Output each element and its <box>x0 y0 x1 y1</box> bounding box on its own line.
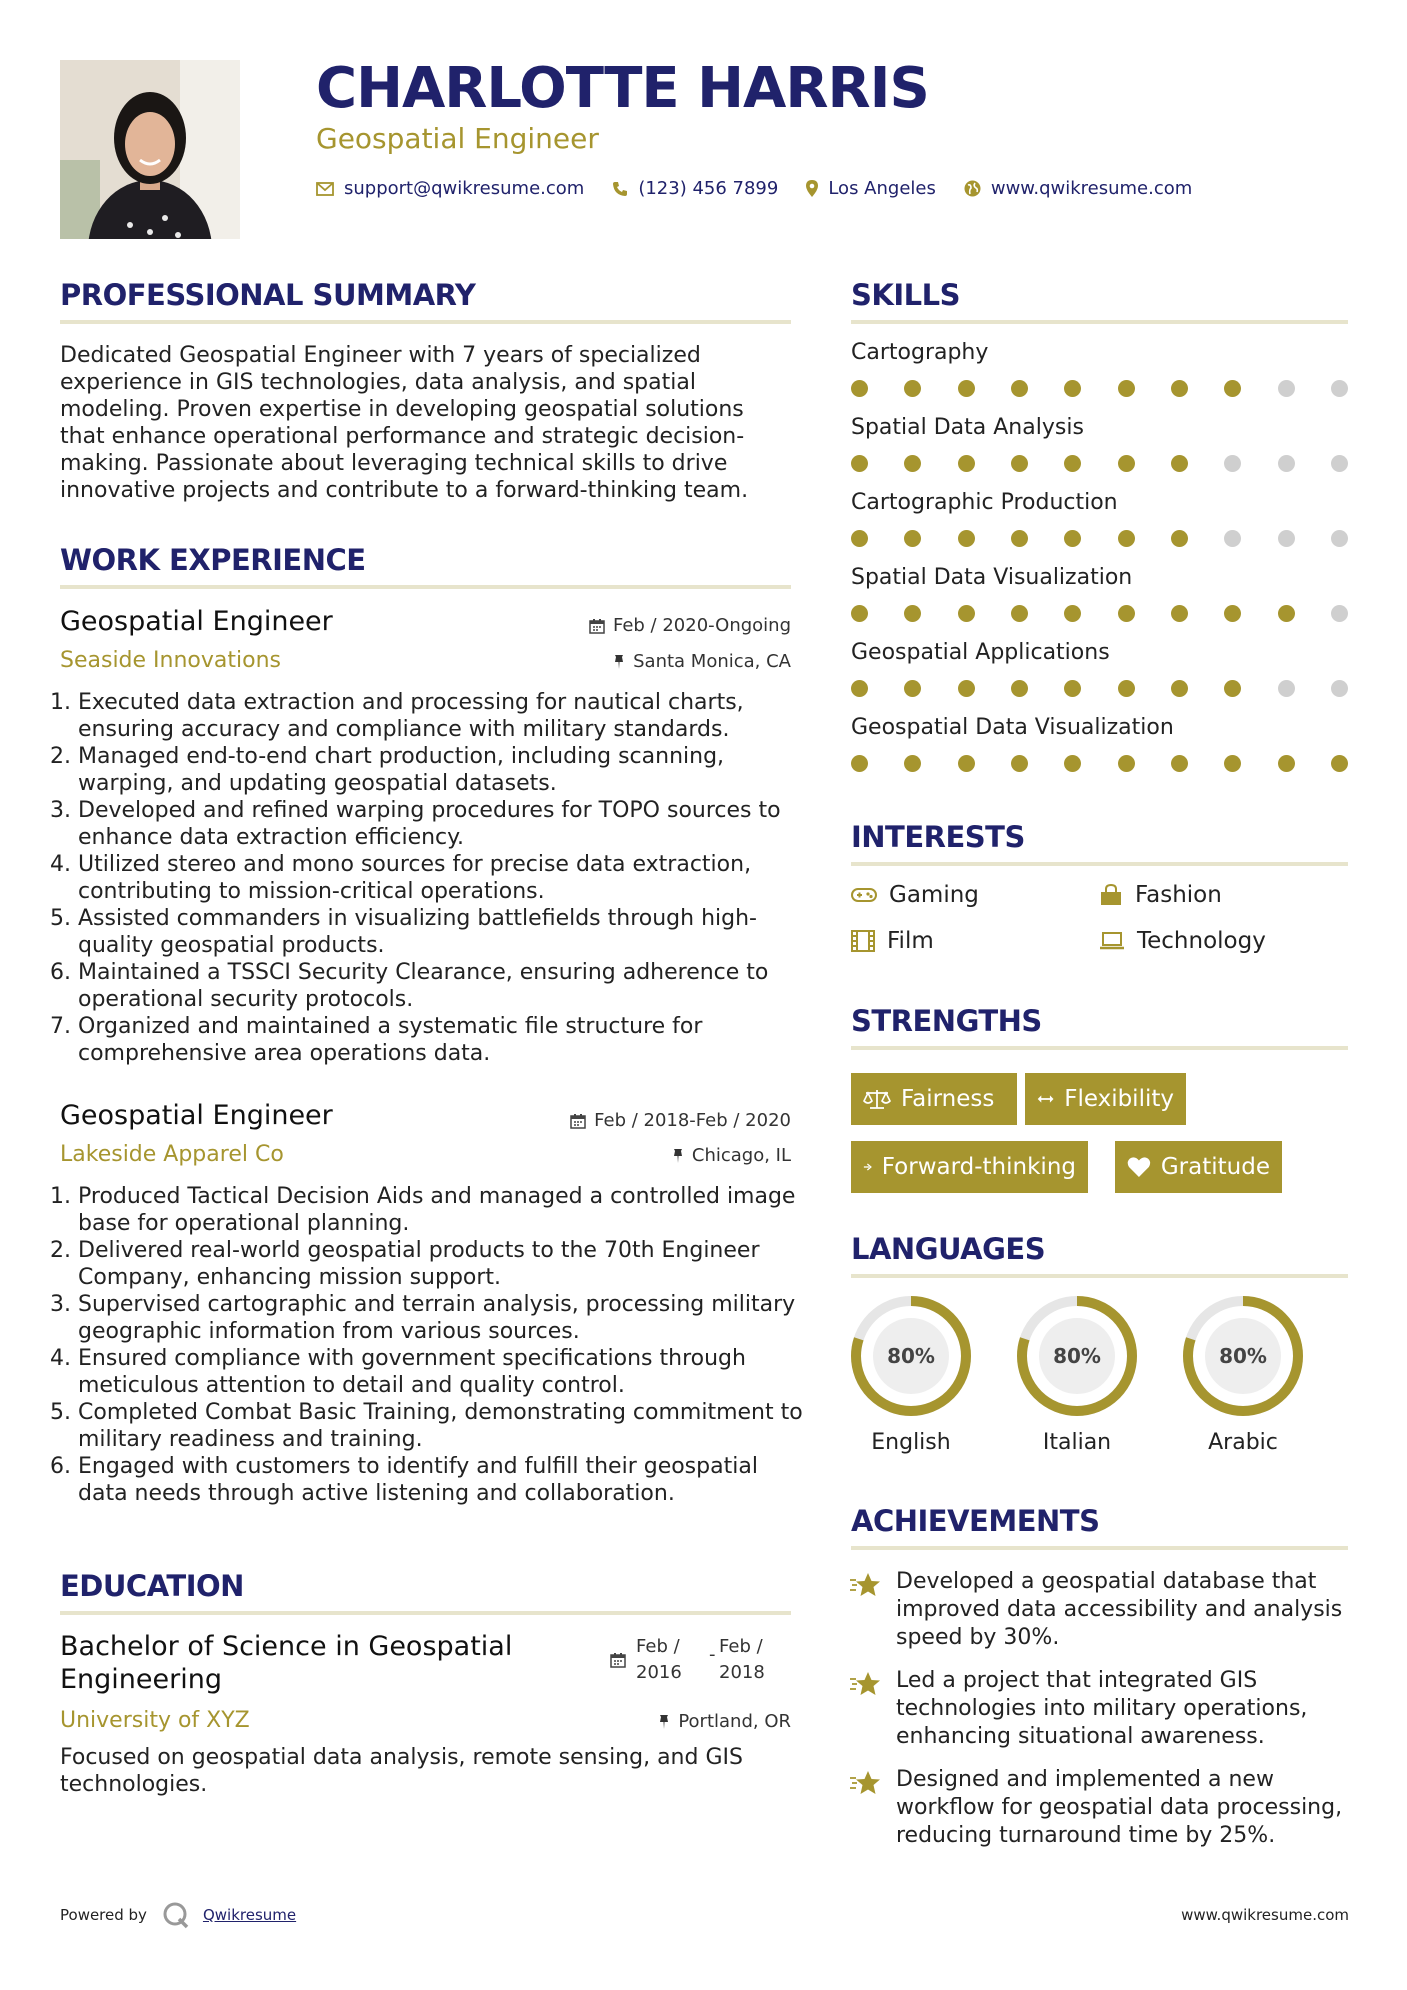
pin-icon <box>658 1714 670 1730</box>
summary-text: Dedicated Geospatial Engineer with 7 years of specialized experience in GIS technologies, data analysis, and spatial modeling. Proven expertise in developing geospatial solutions that enhance operational performance and strategic decision-making. Passionate about leveraging technical skills to drive innovative projects and contribute to a forward-thinking team. <box>60 343 749 503</box>
rating-dot-filled <box>1171 380 1188 397</box>
map-marker-icon <box>806 180 818 197</box>
rating-dot-filled <box>1224 755 1241 772</box>
job-company: Seaside Innovations <box>60 648 281 673</box>
rating-dot-filled <box>1011 530 1028 547</box>
job-bullet: 1. Produced Tactical Decision Aids and managed a controlled image base for operational planning. <box>78 1183 808 1237</box>
interest-label: Gaming <box>889 882 979 908</box>
star-icon <box>849 1572 883 1602</box>
interest-label: Fashion <box>1135 882 1222 908</box>
rating-dot-filled <box>1118 680 1135 697</box>
rating-dot-filled <box>958 380 975 397</box>
skill-name: Spatial Data Analysis <box>851 415 1084 440</box>
job-bullet: 6. Engaged with customers to identify and fulfill their geospatial data needs through active listening and collaboration. <box>78 1453 808 1507</box>
education-date-end: Feb / 2018 <box>719 1636 765 1683</box>
rating-dot-filled <box>1064 755 1081 772</box>
rating-dot-filled <box>1278 605 1295 622</box>
footer-powered-label: Powered by <box>60 1906 147 1924</box>
arrow-right-icon <box>863 1158 872 1176</box>
skill-name: Cartography <box>851 340 989 365</box>
rating-dot-filled <box>1064 530 1081 547</box>
language-ring <box>1015 1294 1139 1418</box>
rating-dot-filled <box>851 530 868 547</box>
rating-dot-filled <box>1064 455 1081 472</box>
education-date-start: Feb / 2016 <box>636 1636 682 1683</box>
rating-dot-filled <box>1171 755 1188 772</box>
language-percent: 80% <box>1053 1344 1101 1368</box>
rating-dot-empty <box>1331 380 1348 397</box>
film-icon <box>851 930 875 952</box>
experience-heading: WORK EXPERIENCE <box>60 543 366 577</box>
rating-dot-filled <box>1278 755 1295 772</box>
strength-tag-flexibility <box>1025 1073 1186 1125</box>
job-company: Lakeside Apparel Co <box>60 1142 284 1167</box>
education-rule <box>60 1611 791 1615</box>
interests-rule <box>851 862 1348 866</box>
rating-dot-filled <box>904 755 921 772</box>
job-bullet: 1. Executed data extraction and processing for nautical charts, ensuring accuracy and compliance with military standards. <box>78 689 808 743</box>
rating-dot-filled <box>851 380 868 397</box>
job-title: Geospatial Engineer <box>60 1100 333 1131</box>
contact-website[interactable]: www.qwikresume.com <box>990 178 1193 199</box>
job-bullet: 3. Supervised cartographic and terrain analysis, processing military geographic information from various sources. <box>78 1291 808 1345</box>
education-date-separator: - <box>709 1644 716 1665</box>
language-name: English <box>871 1430 951 1455</box>
calendar-icon <box>589 618 605 634</box>
skill-rating <box>851 380 1348 397</box>
language-name: Arabic <box>1208 1430 1278 1455</box>
education-location-text: Portland, OR <box>678 1711 791 1732</box>
job-dates <box>589 615 791 636</box>
interest-label: Film <box>887 928 934 954</box>
contact-location: Los Angeles <box>828 178 936 199</box>
job-dates-text: Feb / 2018-Feb / 2020 <box>594 1110 791 1131</box>
achievements-heading: ACHIEVEMENTS <box>851 1504 1100 1538</box>
footer-powered-by <box>60 1900 296 1930</box>
skill-name: Spatial Data Visualization <box>851 565 1133 590</box>
skill-name: Geospatial Data Visualization <box>851 715 1174 740</box>
contact-email[interactable]: support@qwikresume.com <box>344 178 585 199</box>
calendar-icon <box>610 1652 626 1668</box>
job-location <box>613 651 791 672</box>
rating-dot-filled <box>1118 530 1135 547</box>
rating-dot-filled <box>1171 455 1188 472</box>
candidate-title: Geospatial Engineer <box>316 122 599 155</box>
job-location-text: Santa Monica, CA <box>633 651 791 672</box>
strength-tag-fairness <box>851 1073 1017 1125</box>
skill-name: Geospatial Applications <box>851 640 1110 665</box>
rating-dot-filled <box>851 680 868 697</box>
education-degree: Bachelor of Science in Geospatial Engineering <box>60 1631 513 1695</box>
contact-phone[interactable]: (123) 456 7899 <box>638 178 779 199</box>
job-bullet: 6. Maintained a TSSCI Security Clearance, ensuring adherence to operational security protocols. <box>78 959 808 1013</box>
skills-rule <box>851 320 1348 324</box>
job-location-text: Chicago, IL <box>691 1145 791 1166</box>
skill-rating <box>851 530 1348 547</box>
rating-dot-filled <box>1064 380 1081 397</box>
achievement-text: Designed and implemented a new workflow for geospatial data processing, reducing turnaround time by 25%. <box>896 1767 1343 1848</box>
strength-label: Fairness <box>901 1086 995 1112</box>
rating-dot-filled <box>958 455 975 472</box>
calendar-icon <box>570 1113 586 1129</box>
skill-rating <box>851 680 1348 697</box>
rating-dot-filled <box>1118 380 1135 397</box>
job-dates <box>570 1110 791 1131</box>
strength-label: Forward-thinking <box>881 1154 1076 1180</box>
rating-dot-filled <box>1171 605 1188 622</box>
achievement-text: Led a project that integrated GIS technologies into military operations, enhancing situational awareness. <box>896 1668 1308 1749</box>
contact-bar <box>316 178 1220 199</box>
languages-rule <box>851 1274 1348 1278</box>
rating-dot-filled <box>958 680 975 697</box>
rating-dot-filled <box>958 755 975 772</box>
strength-label: Flexibility <box>1064 1086 1174 1112</box>
heart-icon <box>1127 1156 1151 1178</box>
rating-dot-empty <box>1224 530 1241 547</box>
rating-dot-empty <box>1224 455 1241 472</box>
profile-photo-image <box>60 60 240 239</box>
rating-dot-filled <box>904 680 921 697</box>
star-icon <box>849 1770 883 1800</box>
rating-dot-filled <box>1224 605 1241 622</box>
job-bullet: 3. Developed and refined warping procedures for TOPO sources to enhance data extraction efficiency. <box>78 797 808 851</box>
footer-website[interactable]: www.qwikresume.com <box>1181 1906 1349 1924</box>
interest-label: Technology <box>1137 928 1266 954</box>
languages-heading: LANGUAGES <box>851 1232 1046 1266</box>
laptop-icon <box>1099 932 1125 950</box>
rating-dot-filled <box>904 530 921 547</box>
rating-dot-filled <box>1224 680 1241 697</box>
education-school: University of XYZ <box>60 1708 250 1733</box>
education-description: Focused on geospatial data analysis, remote sensing, and GIS technologies. <box>60 1745 743 1797</box>
arrows-horizontal-icon <box>1037 1092 1054 1106</box>
job-bullet: 4. Utilized stereo and mono sources for precise data extraction, contributing to mission-critical operations. <box>78 851 808 905</box>
globe-icon <box>964 180 981 197</box>
rating-dot-filled <box>1118 455 1135 472</box>
job-location <box>672 1145 791 1166</box>
job-dates-text: Feb / 2020-Ongoing <box>612 615 791 636</box>
interests-heading: INTERESTS <box>851 820 1025 854</box>
interest-technology <box>1099 928 1266 954</box>
interest-gaming <box>851 882 979 908</box>
interest-film <box>851 928 934 954</box>
gamepad-icon <box>851 887 877 903</box>
star-icon <box>849 1671 883 1701</box>
job-bullet: 5. Assisted commanders in visualizing battlefields through high-quality geospatial products. <box>78 905 808 959</box>
rating-dot-filled <box>904 455 921 472</box>
envelope-icon <box>316 182 334 196</box>
rating-dot-empty <box>1331 680 1348 697</box>
job-bullets <box>60 1183 808 1507</box>
rating-dot-filled <box>904 605 921 622</box>
language-name: Italian <box>1042 1430 1112 1455</box>
summary-rule <box>60 320 791 324</box>
strength-tag-gratitude <box>1115 1141 1282 1193</box>
skill-rating <box>851 755 1348 772</box>
language-percent: 80% <box>887 1344 935 1368</box>
rating-dot-filled <box>1331 755 1348 772</box>
job-bullet: 2. Managed end-to-end chart production, including scanning, warping, and updating geospatial datasets. <box>78 743 808 797</box>
language-percent: 80% <box>1219 1344 1267 1368</box>
summary-heading: PROFESSIONAL SUMMARY <box>60 278 476 312</box>
experience-rule <box>60 585 791 589</box>
rating-dot-filled <box>958 530 975 547</box>
rating-dot-filled <box>1011 455 1028 472</box>
rating-dot-empty <box>1331 530 1348 547</box>
achievement-text: Developed a geospatial database that improved data accessibility and analysis speed by 30%. <box>896 1569 1343 1650</box>
skill-name: Cartographic Production <box>851 490 1118 515</box>
language-ring <box>1181 1294 1305 1418</box>
achievements-rule <box>851 1546 1348 1550</box>
rating-dot-empty <box>1331 455 1348 472</box>
rating-dot-filled <box>1011 605 1028 622</box>
candidate-name: CHARLOTTE HARRIS <box>316 56 929 121</box>
footer-brand-link[interactable]: Qwikresume <box>202 1906 297 1924</box>
skill-rating <box>851 605 1348 622</box>
rating-dot-empty <box>1278 455 1295 472</box>
strengths-heading: STRENGTHS <box>851 1004 1042 1038</box>
rating-dot-empty <box>1278 380 1295 397</box>
rating-dot-filled <box>904 380 921 397</box>
skill-rating <box>851 455 1348 472</box>
pin-icon <box>613 654 625 670</box>
strengths-rule <box>851 1046 1348 1050</box>
rating-dot-empty <box>1331 605 1348 622</box>
education-location <box>658 1711 791 1732</box>
rating-dot-filled <box>1171 680 1188 697</box>
interest-fashion <box>1099 882 1222 908</box>
rating-dot-filled <box>958 605 975 622</box>
job-title: Geospatial Engineer <box>60 606 333 637</box>
job-bullet: 7. Organized and maintained a systematic file structure for comprehensive area operations data. <box>78 1013 808 1067</box>
rating-dot-filled <box>1171 530 1188 547</box>
rating-dot-filled <box>1224 380 1241 397</box>
shopping-bag-icon <box>1099 884 1123 906</box>
job-bullet: 4. Ensured compliance with government specifications through meticulous attention to detail and quality control. <box>78 1345 808 1399</box>
rating-dot-empty <box>1278 680 1295 697</box>
skills-heading: SKILLS <box>851 278 960 312</box>
rating-dot-filled <box>1064 680 1081 697</box>
job-bullet: 5. Completed Combat Basic Training, demonstrating commitment to military readiness and training. <box>78 1399 808 1453</box>
rating-dot-empty <box>1278 530 1295 547</box>
rating-dot-filled <box>1118 755 1135 772</box>
rating-dot-filled <box>1011 380 1028 397</box>
education-heading: EDUCATION <box>60 1569 244 1603</box>
rating-dot-filled <box>851 605 868 622</box>
job-bullet: 2. Delivered real-world geospatial products to the 70th Engineer Company, enhancing mission support. <box>78 1237 808 1291</box>
rating-dot-filled <box>851 455 868 472</box>
strength-tag-forward-thinking <box>851 1141 1088 1193</box>
phone-icon <box>612 181 628 197</box>
job-bullets <box>60 689 808 1067</box>
rating-dot-filled <box>1064 605 1081 622</box>
language-ring <box>849 1294 973 1418</box>
rating-dot-filled <box>851 755 868 772</box>
rating-dot-filled <box>1011 680 1028 697</box>
strength-label: Gratitude <box>1160 1154 1270 1180</box>
balance-scale-icon <box>863 1088 891 1110</box>
rating-dot-filled <box>1011 755 1028 772</box>
qwikresume-logo-icon <box>161 1900 191 1930</box>
rating-dot-filled <box>1118 605 1135 622</box>
profile-photo <box>60 60 240 239</box>
pin-icon <box>672 1148 684 1164</box>
